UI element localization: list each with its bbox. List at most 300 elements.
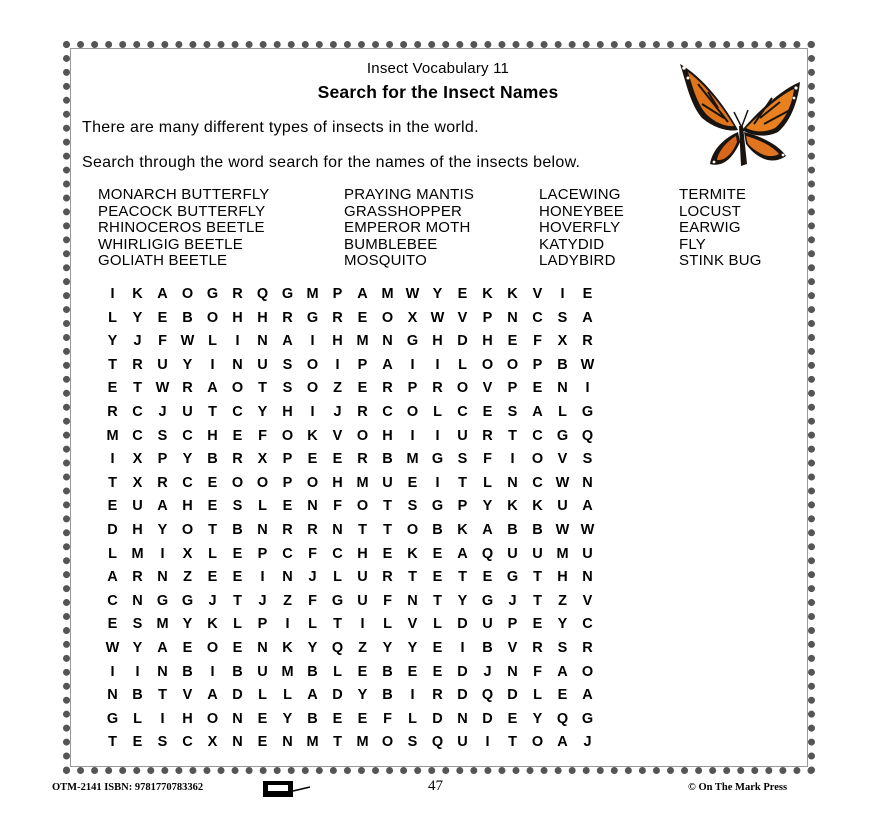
grid-letter: A — [582, 309, 593, 326]
grid-letter: I — [485, 734, 490, 751]
grid-letter: I — [210, 356, 215, 373]
grid-letter: Q — [581, 427, 594, 444]
grid-letter: Y — [157, 521, 168, 538]
grid-letter: C — [182, 474, 193, 491]
grid-letter: S — [507, 403, 518, 420]
grid-letter: P — [357, 356, 368, 373]
grid-letter: J — [258, 592, 267, 609]
grid-letter: A — [582, 498, 593, 515]
grid-letter: A — [307, 687, 318, 704]
grid-letter: B — [532, 521, 543, 538]
grid-letter: H — [182, 498, 193, 515]
grid-letter: M — [306, 286, 319, 302]
grid-letter: X — [207, 734, 218, 751]
grid-letter: X — [132, 474, 143, 491]
grid-letter: R — [482, 427, 493, 444]
grid-letter: O — [506, 356, 519, 373]
grid-letter: T — [108, 734, 117, 751]
grid-letter: U — [457, 734, 468, 751]
grid-letter: J — [308, 569, 317, 586]
grid-letter: L — [333, 569, 342, 586]
grid-letter: A — [457, 545, 468, 562]
grid-row — [100, 613, 600, 637]
word-list-item: GOLIATH BEETLE — [98, 252, 228, 269]
grid-letter: C — [182, 427, 193, 444]
grid-letter: W — [155, 380, 170, 397]
grid-letter: L — [533, 687, 542, 704]
grid-letter: P — [457, 498, 468, 515]
grid-letter: U — [532, 545, 543, 562]
grid-letter: N — [157, 569, 168, 586]
grid-letter: K — [457, 521, 468, 538]
grid-letter: N — [332, 521, 343, 538]
grid-letter: Y — [557, 616, 568, 633]
grid-letter: O — [306, 380, 319, 397]
grid-letter: X — [182, 545, 193, 562]
grid-letter: H — [182, 710, 193, 727]
grid-letter: L — [433, 616, 442, 633]
grid-letter: D — [457, 333, 468, 350]
grid-letter: F — [333, 498, 342, 515]
grid-row — [100, 661, 600, 685]
word-list-item: LOCUST — [679, 202, 742, 220]
grid-letter: R — [582, 333, 593, 350]
grid-letter: L — [208, 545, 217, 562]
word-list-column-2 — [344, 187, 474, 270]
grid-letter: O — [381, 309, 394, 326]
grid-letter: B — [307, 663, 318, 680]
grid-letter: T — [208, 521, 217, 538]
copyright-text: © On The Mark Press — [688, 782, 788, 793]
grid-letter: R — [357, 403, 368, 420]
page-number: 47 — [428, 778, 443, 794]
grid-letter: P — [332, 286, 343, 302]
grid-letter: R — [232, 451, 243, 468]
grid-letter: A — [282, 333, 293, 350]
grid-letter: X — [257, 451, 268, 468]
grid-letter: V — [457, 309, 468, 326]
grid-letter: Z — [333, 380, 342, 397]
grid-letter: B — [507, 521, 518, 538]
grid-letter: I — [310, 333, 315, 350]
grid-letter: L — [433, 403, 442, 420]
grid-letter: Y — [132, 639, 143, 656]
grid-letter: A — [557, 734, 568, 751]
grid-letter: N — [457, 710, 468, 727]
word-list-item: FLY — [679, 235, 706, 253]
grid-letter: S — [232, 498, 243, 515]
grid-letter: P — [532, 356, 543, 373]
grid-letter: E — [357, 710, 368, 727]
grid-letter: K — [407, 545, 418, 562]
grid-letter: F — [308, 592, 317, 609]
grid-letter: B — [482, 639, 493, 656]
grid-letter: J — [158, 403, 167, 420]
grid-letter: E — [432, 639, 443, 656]
word-list-item: EMPEROR MOTH — [344, 219, 471, 236]
word-list-item: BUMBLEBEE — [344, 235, 438, 253]
grid-letter: Q — [556, 710, 569, 727]
grid-letter: Y — [107, 333, 118, 350]
grid-letter: N — [582, 474, 593, 491]
grid-letter: S — [582, 451, 593, 468]
grid-letter: O — [256, 474, 269, 491]
grid-letter: Y — [532, 710, 543, 727]
grid-letter: B — [432, 521, 443, 538]
grid-letter: D — [432, 710, 443, 727]
grid-letter: I — [110, 286, 115, 302]
grid-letter: I — [435, 356, 440, 373]
grid-letter: Y — [382, 639, 393, 656]
grid-letter: R — [382, 380, 393, 397]
grid-letter: I — [335, 356, 340, 373]
grid-letter: U — [582, 545, 593, 562]
grid-letter: L — [558, 403, 567, 420]
grid-letter: M — [131, 545, 144, 562]
grid-letter: Y — [282, 710, 293, 727]
grid-letter: P — [157, 451, 168, 468]
grid-row — [100, 330, 600, 354]
grid-letter: P — [282, 451, 293, 468]
grid-letter: A — [557, 663, 568, 680]
grid-letter: I — [110, 451, 115, 468]
grid-letter: E — [282, 498, 293, 515]
grid-letter: E — [532, 616, 543, 633]
word-list-column-3 — [539, 187, 624, 270]
grid-letter: H — [282, 403, 293, 420]
grid-letter: I — [260, 569, 265, 586]
grid-letter: V — [507, 639, 518, 656]
grid-letter: M — [281, 663, 294, 680]
intro-line-1: There are many different types of insects in the world. — [82, 119, 479, 136]
grid-letter: U — [457, 427, 468, 444]
grid-letter: W — [580, 521, 595, 538]
grid-letter: S — [132, 616, 143, 633]
grid-letter: A — [532, 403, 543, 420]
word-list-item: LACEWING — [539, 186, 621, 203]
grid-letter: G — [581, 403, 594, 420]
grid-letter: B — [182, 663, 193, 680]
grid-letter: F — [383, 710, 392, 727]
grid-letter: R — [432, 380, 443, 397]
grid-letter: H — [132, 521, 143, 538]
grid-letter: L — [458, 356, 467, 373]
grid-row — [100, 307, 600, 331]
butterfly-illustration — [668, 52, 806, 178]
grid-letter: T — [108, 356, 117, 373]
word-list-item: MONARCH BUTTERFLY — [98, 186, 270, 203]
grid-letter: N — [282, 734, 293, 751]
grid-letter: C — [232, 403, 243, 420]
grid-letter: E — [207, 569, 218, 586]
grid-letter: P — [282, 474, 293, 491]
grid-letter: Y — [357, 687, 368, 704]
grid-letter: V — [482, 380, 493, 397]
footer-code-isbn — [52, 782, 203, 793]
grid-letter: T — [433, 592, 442, 609]
grid-letter: T — [358, 521, 367, 538]
grid-letter: G — [281, 286, 294, 302]
grid-letter: U — [357, 569, 368, 586]
grid-letter: W — [555, 521, 570, 538]
grid-letter: Q — [256, 286, 269, 302]
grid-letter: C — [457, 403, 468, 420]
publisher-logo-icon — [262, 779, 312, 799]
grid-letter: H — [232, 309, 243, 326]
grid-letter: O — [356, 498, 369, 515]
grid-letter: E — [257, 710, 268, 727]
grid-letter: T — [333, 616, 342, 633]
grid-letter: N — [232, 734, 243, 751]
grid-letter: T — [533, 569, 542, 586]
grid-letter: N — [557, 380, 568, 397]
grid-letter: B — [382, 687, 393, 704]
grid-letter: P — [257, 545, 268, 562]
grid-letter: T — [233, 592, 242, 609]
grid-letter: K — [507, 498, 518, 515]
grid-letter: P — [407, 380, 418, 397]
grid-row — [100, 425, 600, 449]
grid-letter: F — [533, 663, 542, 680]
grid-letter: O — [481, 356, 494, 373]
grid-letter: B — [382, 663, 393, 680]
grid-letter: Y — [307, 639, 318, 656]
grid-letter: L — [133, 710, 142, 727]
grid-letter: C — [132, 403, 143, 420]
grid-letter: O — [531, 451, 544, 468]
grid-letter: V — [182, 687, 193, 704]
word-list-item: PEACOCK BUTTERFLY — [98, 202, 266, 220]
grid-letter: K — [532, 498, 543, 515]
grid-letter: H — [332, 333, 343, 350]
grid-letter: L — [333, 663, 342, 680]
grid-letter: I — [585, 380, 590, 397]
grid-letter: G — [431, 451, 444, 468]
grid-letter: I — [360, 616, 365, 633]
grid-letter: F — [533, 333, 542, 350]
grid-letter: E — [357, 309, 368, 326]
grid-letter: S — [407, 498, 418, 515]
grid-row — [100, 566, 600, 590]
grid-letter: F — [308, 545, 317, 562]
grid-letter: B — [207, 451, 218, 468]
grid-letter: H — [257, 309, 268, 326]
footer-isbn: ISBN: 9781770783362 — [104, 782, 204, 793]
grid-letter: L — [108, 309, 117, 326]
grid-letter: N — [232, 356, 243, 373]
grid-letter: I — [110, 663, 115, 680]
word-list-item: STINK BUG — [679, 252, 762, 269]
grid-letter: F — [158, 333, 167, 350]
grid-letter: X — [557, 333, 568, 350]
grid-letter: M — [356, 474, 369, 491]
grid-letter: D — [332, 687, 343, 704]
grid-letter: D — [482, 710, 493, 727]
grid-letter: Q — [481, 545, 494, 562]
grid-letter: E — [432, 663, 443, 680]
grid-letter: Y — [432, 286, 443, 302]
grid-letter: R — [157, 474, 168, 491]
grid-row — [100, 377, 600, 401]
grid-letter: G — [181, 592, 194, 609]
grid-letter: E — [257, 734, 268, 751]
grid-letter: E — [207, 474, 218, 491]
grid-letter: Y — [482, 498, 493, 515]
grid-letter: M — [106, 427, 119, 444]
grid-letter: T — [383, 521, 392, 538]
grid-letter: C — [282, 545, 293, 562]
grid-letter: R — [357, 451, 368, 468]
grid-letter: I — [235, 333, 240, 350]
grid-letter: R — [132, 569, 143, 586]
grid-letter: N — [132, 592, 143, 609]
grid-letter: R — [307, 521, 318, 538]
grid-letter: T — [133, 380, 142, 397]
grid-letter: V — [332, 427, 343, 444]
grid-letter: O — [181, 521, 194, 538]
grid-letter: T — [258, 380, 267, 397]
grid-row — [100, 590, 600, 614]
grid-letter: B — [557, 356, 568, 373]
grid-letter: B — [307, 710, 318, 727]
grid-letter: Q — [431, 734, 444, 751]
grid-letter: O — [206, 710, 219, 727]
grid-letter: E — [382, 545, 393, 562]
grid-letter: O — [181, 286, 194, 302]
grid-letter: N — [382, 333, 393, 350]
intro-line-2: Search through the word search for the names of the insects below. — [82, 154, 581, 171]
grid-letter: U — [557, 498, 568, 515]
grid-letter: I — [160, 710, 165, 727]
grid-letter: U — [157, 356, 168, 373]
grid-letter: E — [107, 380, 118, 397]
grid-letter: N — [257, 521, 268, 538]
grid-letter: J — [508, 592, 517, 609]
grid-letter: L — [233, 616, 242, 633]
grid-letter: E — [232, 569, 243, 586]
grid-row — [100, 283, 600, 307]
grid-letter: O — [231, 380, 244, 397]
grid-letter: B — [132, 687, 143, 704]
grid-letter: L — [408, 710, 417, 727]
grid-letter: I — [560, 286, 565, 302]
grid-letter: R — [382, 569, 393, 586]
grid-letter: C — [332, 545, 343, 562]
grid-letter: R — [182, 380, 193, 397]
grid-letter: N — [107, 687, 118, 704]
grid-letter: R — [532, 639, 543, 656]
worksheet-title: Search for the Insect Names — [317, 82, 559, 102]
grid-letter: K — [482, 286, 493, 302]
grid-letter: Y — [407, 639, 418, 656]
word-search-grid — [100, 283, 600, 755]
grid-letter: H — [482, 333, 493, 350]
grid-row — [100, 495, 600, 519]
grid-letter: L — [108, 545, 117, 562]
grid-letter: Z — [558, 592, 567, 609]
grid-letter: E — [232, 639, 243, 656]
grid-letter: C — [132, 427, 143, 444]
grid-letter: P — [507, 616, 518, 633]
grid-letter: Y — [182, 356, 193, 373]
word-list-item: TERMITE — [679, 186, 747, 203]
footer-code: OTM-2141 — [52, 782, 102, 793]
grid-letter: L — [258, 687, 267, 704]
word-list-item: RHINOCEROS BEETLE — [98, 219, 265, 236]
grid-letter: S — [282, 356, 293, 373]
grid-letter: F — [383, 592, 392, 609]
grid-letter: G — [431, 498, 444, 515]
grid-letter: K — [307, 427, 318, 444]
grid-letter: E — [457, 286, 468, 302]
grid-row — [100, 519, 600, 543]
grid-letter: G — [506, 569, 519, 586]
word-list-item: PRAYING MANTIS — [344, 186, 475, 203]
grid-letter: E — [107, 616, 118, 633]
grid-letter: O — [206, 639, 219, 656]
grid-letter: O — [281, 427, 294, 444]
grid-letter: H — [207, 427, 218, 444]
grid-letter: I — [410, 427, 415, 444]
grid-letter: K — [132, 286, 143, 302]
grid-letter: I — [435, 427, 440, 444]
grid-letter: I — [135, 663, 140, 680]
grid-letter: B — [232, 521, 243, 538]
grid-letter: C — [532, 427, 543, 444]
grid-letter: E — [232, 427, 243, 444]
grid-letter: A — [157, 498, 168, 515]
grid-letter: O — [306, 356, 319, 373]
grid-letter: I — [460, 639, 465, 656]
grid-letter: S — [407, 734, 418, 751]
grid-letter: W — [105, 639, 120, 656]
grid-letter: H — [432, 333, 443, 350]
grid-letter: H — [332, 474, 343, 491]
grid-letter: E — [207, 498, 218, 515]
grid-letter: D — [457, 687, 468, 704]
grid-letter: N — [257, 333, 268, 350]
word-list-item: HONEYBEE — [539, 202, 624, 220]
grid-letter: M — [381, 286, 394, 302]
grid-letter: A — [357, 286, 368, 302]
grid-letter: I — [410, 356, 415, 373]
grid-letter: J — [333, 403, 342, 420]
grid-letter: O — [406, 521, 419, 538]
grid-letter: G — [556, 427, 569, 444]
grid-letter: T — [158, 687, 167, 704]
word-list-column-4 — [679, 187, 762, 270]
grid-letter: W — [180, 333, 195, 350]
grid-letter: F — [258, 427, 267, 444]
grid-letter: U — [257, 356, 268, 373]
grid-letter: T — [333, 734, 342, 751]
grid-letter: Q — [331, 639, 344, 656]
grid-letter: I — [510, 451, 515, 468]
grid-letter: E — [507, 333, 518, 350]
grid-letter: G — [581, 710, 594, 727]
grid-letter: N — [157, 663, 168, 680]
grid-letter: S — [157, 734, 168, 751]
grid-letter: O — [581, 663, 594, 680]
grid-letter: E — [132, 734, 143, 751]
grid-letter: G — [331, 592, 344, 609]
grid-row — [100, 354, 600, 378]
grid-letter: E — [107, 498, 118, 515]
grid-letter: W — [555, 474, 570, 491]
grid-letter: O — [206, 309, 219, 326]
grid-letter: Z — [283, 592, 292, 609]
grid-letter: T — [108, 474, 117, 491]
